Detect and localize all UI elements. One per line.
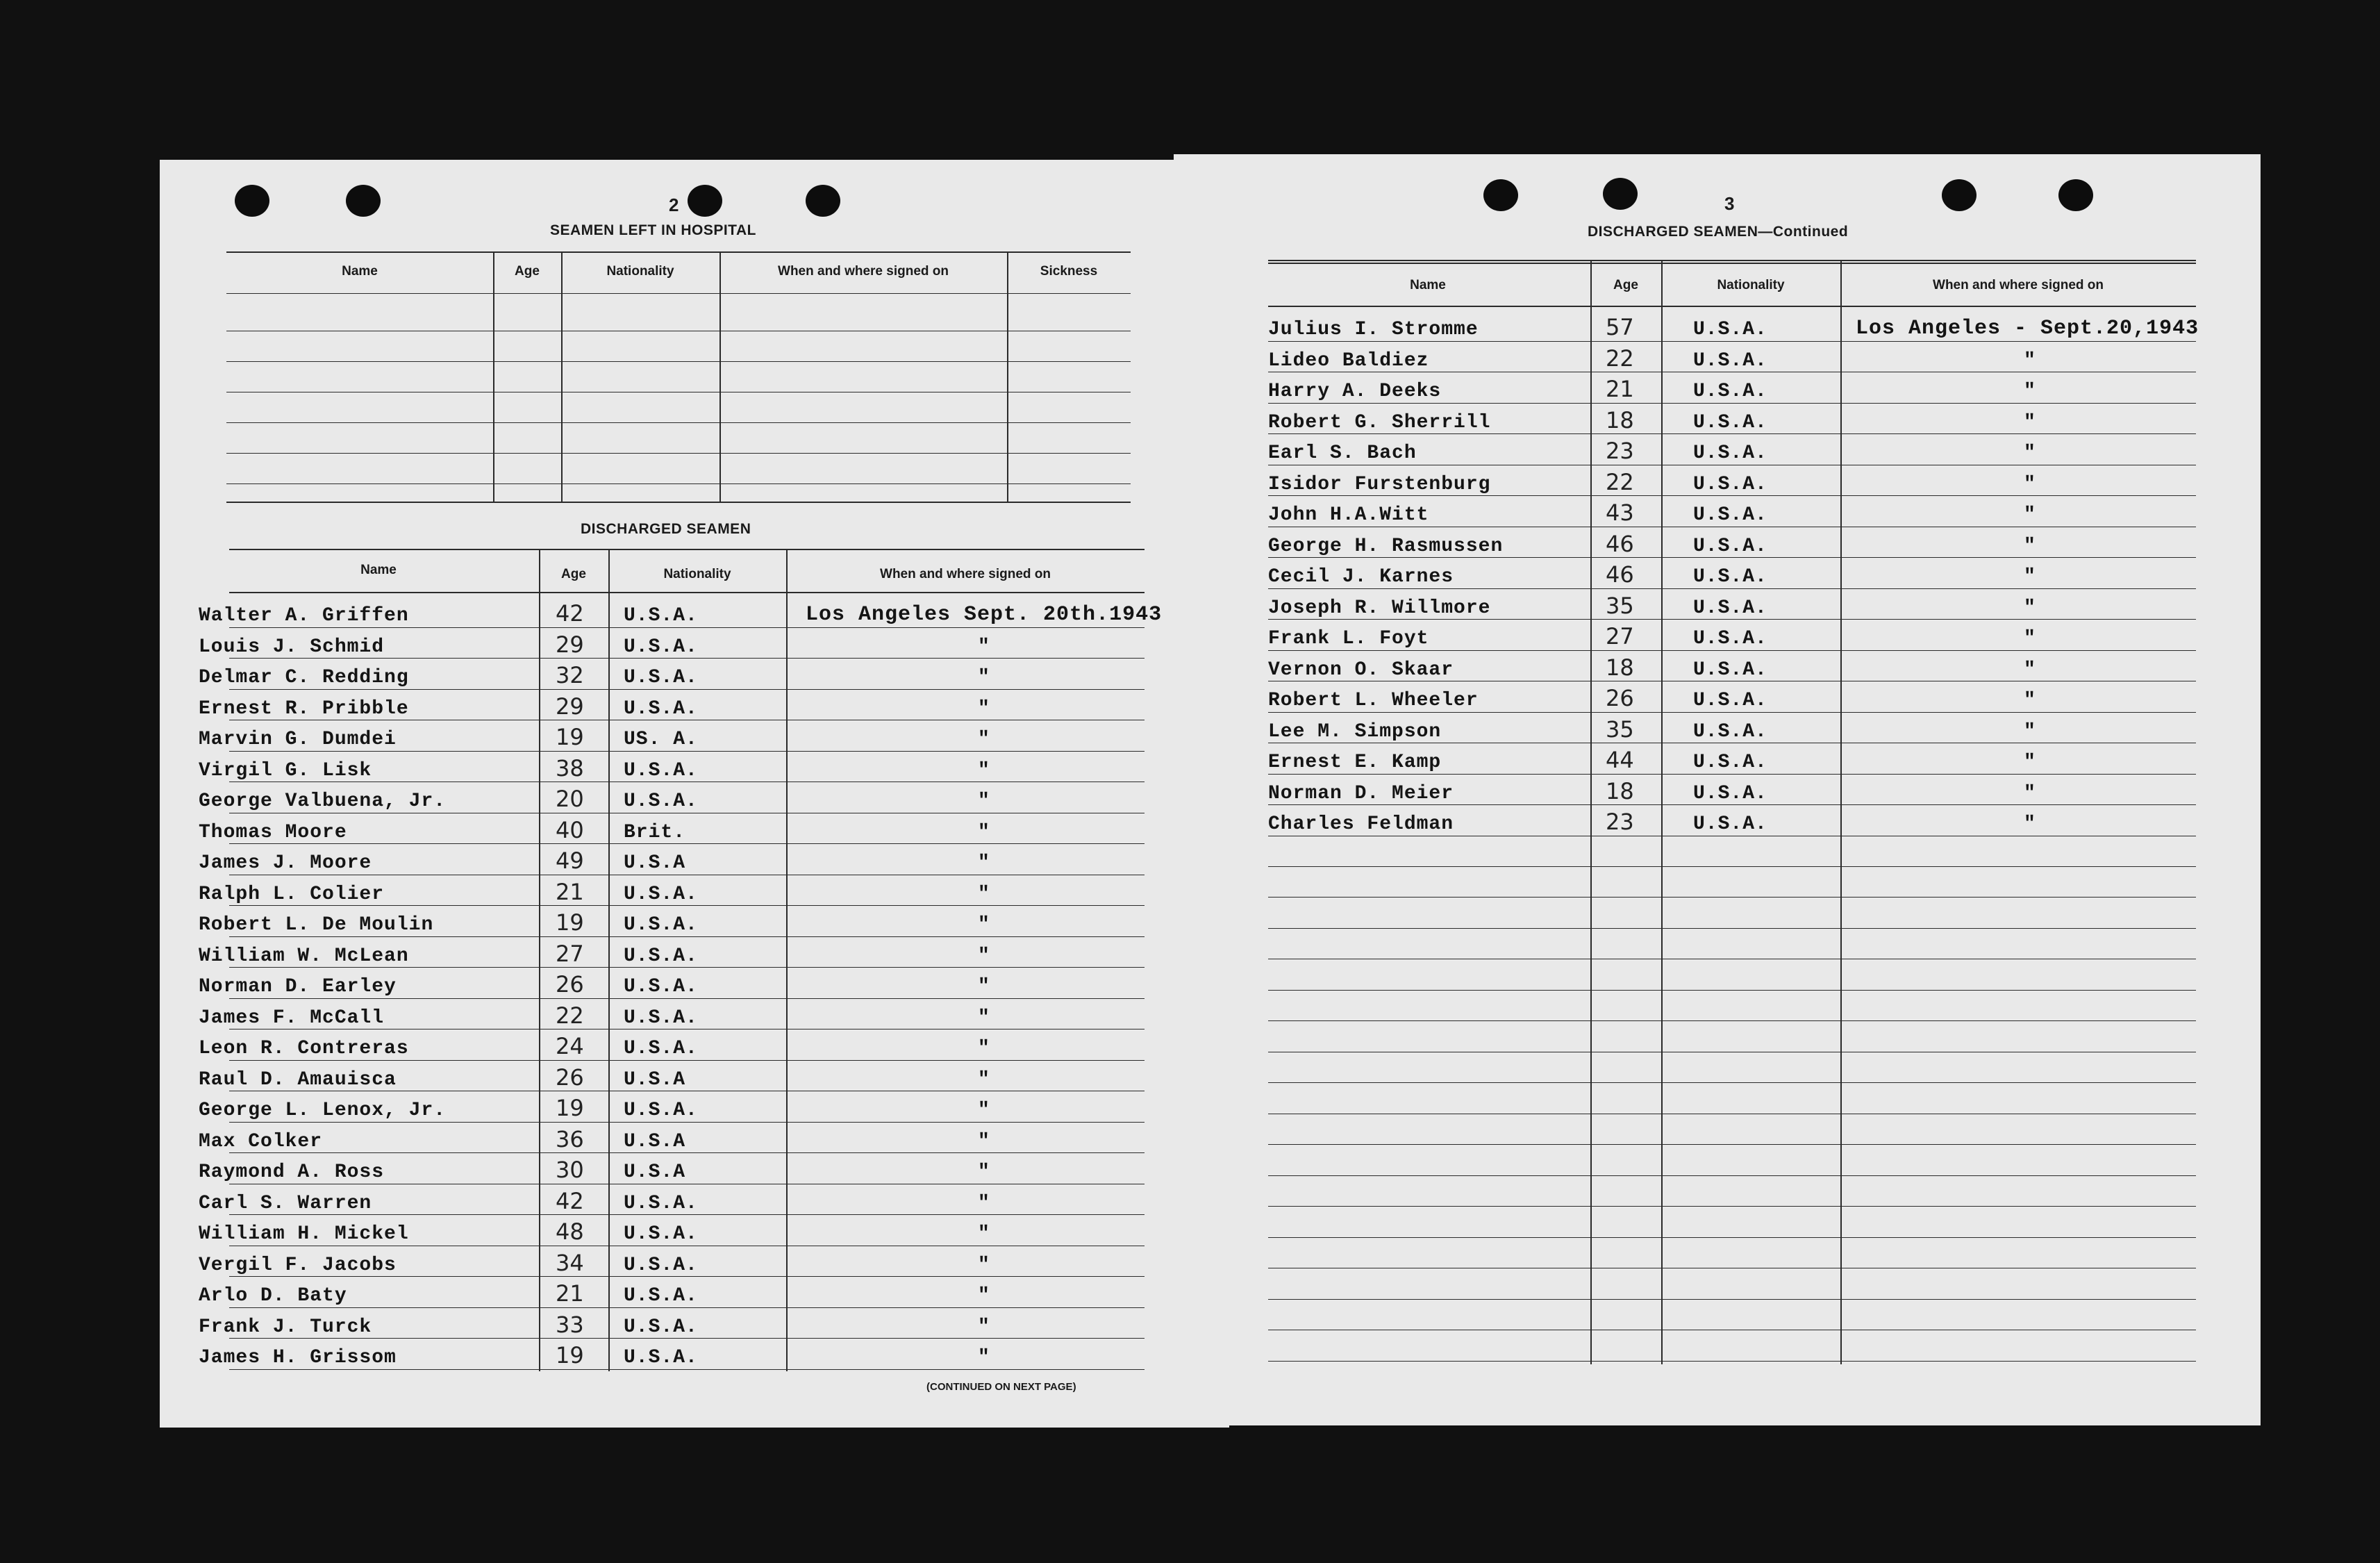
name-cell: George L. Lenox, Jr. — [199, 1100, 447, 1121]
table-row — [199, 907, 1145, 937]
hospital-heading: SEAMEN LEFT IN HOSPITAL — [550, 222, 756, 238]
nationality-cell: U.S.A. — [1693, 690, 1767, 711]
page-number: 3 — [1724, 193, 1735, 214]
age-cell: 49 — [556, 847, 584, 874]
when-signed-cell: " — [978, 1100, 990, 1121]
nationality-cell: U.S.A. — [624, 976, 698, 998]
when-signed-cell: " — [978, 791, 990, 812]
when-signed-cell: " — [978, 1038, 990, 1059]
age-cell: 35 — [1606, 716, 1634, 743]
when-signed-cell: " — [978, 697, 990, 720]
nationality-cell: U.S.A — [624, 852, 686, 874]
when-signed-cell: " — [978, 667, 990, 688]
name-cell: Harry A. Deeks — [1268, 381, 1442, 402]
table-row — [1268, 497, 2196, 527]
nationality-cell: U.S.A. — [624, 1347, 698, 1368]
name-cell: Robert L. Wheeler — [1268, 690, 1479, 711]
name-cell: Leon R. Contreras — [199, 1038, 409, 1059]
when-signed-cell: " — [2024, 411, 2036, 433]
table-row — [199, 845, 1145, 875]
table-row — [1268, 713, 2196, 744]
table-row — [1268, 775, 2196, 806]
nationality-cell: U.S.A. — [1693, 782, 1767, 804]
nationality-cell: U.S.A. — [624, 791, 698, 812]
age-cell: 48 — [556, 1218, 584, 1245]
when-signed-cell: " — [978, 759, 990, 782]
age-cell: 18 — [1606, 777, 1634, 804]
name-cell: William W. McLean — [199, 945, 409, 967]
nationality-cell: US. A. — [624, 729, 698, 750]
name-cell: Vergil F. Jacobs — [199, 1254, 397, 1276]
name-cell: George Valbuena, Jr. — [199, 791, 447, 812]
table-row — [199, 1339, 1145, 1370]
punch-hole — [688, 185, 722, 217]
age-cell: 22 — [556, 1002, 584, 1029]
punch-hole — [235, 185, 269, 217]
name-cell: Delmar C. Redding — [199, 667, 409, 688]
when-signed-cell: " — [2024, 628, 2036, 650]
table-row — [199, 1030, 1145, 1061]
nationality-cell: U.S.A. — [1693, 504, 1767, 526]
age-cell: 42 — [556, 1187, 584, 1214]
when-signed-cell: " — [978, 1161, 990, 1183]
discharged-table — [199, 549, 1163, 1371]
nationality-cell: Brit. — [624, 821, 686, 843]
age-cell: 19 — [556, 1095, 584, 1121]
name-cell: Ernest E. Kamp — [1268, 752, 1442, 773]
name-cell: Virgil G. Lisk — [199, 759, 372, 782]
continued-footer: (CONTINUED ON NEXT PAGE) — [926, 1381, 1076, 1393]
age-cell: 38 — [556, 754, 584, 782]
col-header-nationality: Nationality — [1717, 278, 1785, 292]
table-row — [199, 968, 1145, 999]
nationality-cell: U.S.A. — [624, 1100, 698, 1121]
when-signed-cell: " — [978, 852, 990, 874]
nationality-cell: U.S.A. — [1693, 319, 1767, 340]
name-cell: Robert L. De Moulin — [199, 914, 434, 936]
when-signed-cell: " — [2024, 720, 2036, 743]
punch-hole — [2058, 179, 2093, 211]
name-cell: Ralph L. Colier — [199, 883, 385, 905]
nationality-cell: U.S.A. — [624, 636, 698, 658]
nationality-cell: U.S.A. — [1693, 659, 1767, 681]
age-cell: 34 — [556, 1249, 584, 1276]
punch-hole — [1942, 179, 1977, 211]
age-cell: 35 — [1606, 592, 1634, 619]
discharged-heading: DISCHARGED SEAMEN — [581, 521, 751, 537]
when-signed-cell: " — [978, 1223, 990, 1245]
when-signed-cell: " — [978, 945, 990, 967]
name-cell: James J. Moore — [199, 852, 372, 874]
age-cell: 27 — [556, 940, 584, 967]
name-cell: Cecil J. Karnes — [1268, 566, 1454, 588]
nationality-cell: U.S.A. — [1693, 411, 1767, 433]
col-header-when: When and where signed on — [778, 264, 949, 279]
when-signed-cell: " — [978, 1192, 990, 1214]
table-row — [199, 597, 1163, 628]
nationality-cell: U.S.A. — [624, 1007, 698, 1029]
when-signed-cell: " — [978, 1347, 990, 1368]
when-signed-cell: " — [2024, 443, 2036, 464]
name-cell: Frank J. Turck — [199, 1316, 372, 1338]
age-cell: 21 — [1606, 376, 1634, 402]
when-signed-cell: " — [978, 1254, 990, 1276]
col-header-name: Name — [1410, 278, 1446, 292]
col-header-nationality: Nationality — [606, 264, 674, 279]
name-cell: Norman D. Earley — [199, 976, 397, 998]
table-row — [1268, 404, 2196, 435]
name-cell: Vernon O. Skaar — [1268, 659, 1454, 681]
nationality-cell: U.S.A. — [624, 1038, 698, 1059]
when-signed-cell: Los Angeles - Sept.20,1943 — [1856, 317, 2199, 340]
nationality-cell: U.S.A. — [1693, 628, 1767, 650]
name-cell: James H. Grissom — [199, 1347, 397, 1368]
age-cell: 18 — [1606, 654, 1634, 681]
nationality-cell: U.S.A. — [1693, 813, 1767, 835]
table-row — [199, 783, 1145, 813]
table-row — [1268, 806, 2196, 836]
name-cell: Arlo D. Baty — [199, 1285, 347, 1307]
table-row — [199, 1000, 1145, 1030]
age-cell: 26 — [556, 1064, 584, 1091]
age-cell: 27 — [1606, 623, 1634, 650]
nationality-cell: U.S.A. — [624, 1223, 698, 1245]
table-row — [1268, 620, 2196, 651]
punch-hole — [1483, 179, 1518, 211]
name-cell: Lee M. Simpson — [1268, 720, 1442, 743]
when-signed-cell: " — [2024, 566, 2036, 588]
name-cell: Carl S. Warren — [199, 1192, 372, 1214]
table-row — [1268, 559, 2196, 589]
nationality-cell: U.S.A. — [1693, 535, 1767, 557]
nationality-cell: U.S.A. — [624, 1192, 698, 1214]
name-cell: Robert G. Sherrill — [1268, 411, 1491, 433]
name-cell: Louis J. Schmid — [199, 636, 385, 658]
nationality-cell: U.S.A. — [624, 945, 698, 967]
age-cell: 36 — [556, 1125, 584, 1152]
when-signed-cell: " — [978, 1130, 990, 1152]
nationality-cell: U.S.A. — [624, 697, 698, 720]
table-row — [199, 1247, 1145, 1277]
when-signed-cell: " — [2024, 535, 2036, 557]
age-cell: 21 — [556, 1280, 584, 1307]
punch-hole — [346, 185, 381, 217]
when-signed-cell: " — [978, 976, 990, 998]
table-row — [1268, 311, 2199, 342]
when-signed-cell: " — [978, 1007, 990, 1029]
name-cell: George H. Rasmussen — [1268, 535, 1504, 557]
col-header-age: Age — [1613, 278, 1638, 292]
when-signed-cell: " — [2024, 473, 2036, 495]
when-signed-cell: " — [2024, 659, 2036, 681]
hospital-table — [226, 251, 1131, 503]
age-cell: 32 — [556, 662, 584, 688]
age-cell: 22 — [1606, 468, 1634, 495]
page-number: 2 — [669, 195, 679, 215]
age-cell: 26 — [556, 971, 584, 998]
table-row — [199, 1123, 1145, 1154]
name-cell: Ernest R. Pribble — [199, 697, 409, 720]
col-header-age: Age — [515, 264, 540, 279]
age-cell: 24 — [556, 1033, 584, 1059]
age-cell: 22 — [1606, 345, 1634, 372]
when-signed-cell: " — [978, 883, 990, 905]
when-signed-cell: " — [2024, 597, 2036, 619]
discharged-table-continued — [1268, 260, 2199, 1364]
when-signed-cell: " — [978, 1285, 990, 1307]
when-signed-cell: " — [978, 1316, 990, 1338]
col-header-when: When and where signed on — [1933, 278, 2104, 292]
nationality-cell: U.S.A. — [1693, 349, 1767, 372]
col-header-sickness: Sickness — [1040, 264, 1098, 279]
nationality-cell: U.S.A. — [624, 1254, 698, 1276]
table-row — [1268, 744, 2196, 775]
age-cell: 19 — [556, 1342, 584, 1368]
table-row — [199, 752, 1145, 783]
when-signed-cell: " — [2024, 813, 2036, 835]
nationality-cell: U.S.A — [624, 1068, 686, 1091]
age-cell: 23 — [1606, 438, 1634, 464]
table-row — [1268, 466, 2196, 497]
name-cell: John H.A.Witt — [1268, 504, 1429, 526]
table-row — [199, 690, 1145, 721]
when-signed-cell: Los Angeles Sept. 20th.1943 — [806, 603, 1163, 627]
name-cell: Marvin G. Dumdei — [199, 729, 397, 750]
table-row — [1268, 590, 2196, 620]
when-signed-cell: " — [2024, 349, 2036, 372]
age-cell: 19 — [556, 724, 584, 750]
nationality-cell: U.S.A. — [624, 914, 698, 936]
nationality-cell: U.S.A. — [1693, 473, 1767, 495]
nationality-cell: U.S.A. — [1693, 752, 1767, 773]
table-row — [199, 1092, 1145, 1123]
age-cell: 29 — [556, 631, 584, 658]
col-header-when: When and where signed on — [880, 567, 1051, 581]
table-row — [199, 1185, 1145, 1216]
when-signed-cell: " — [978, 636, 990, 658]
nationality-cell: U.S.A. — [1693, 597, 1767, 619]
age-cell: 20 — [556, 786, 584, 812]
name-cell: William H. Mickel — [199, 1223, 409, 1245]
table-row — [199, 1216, 1145, 1246]
table-row — [199, 659, 1145, 690]
nationality-cell: U.S.A. — [624, 667, 698, 688]
nationality-cell: U.S.A. — [1693, 381, 1767, 402]
col-header-age: Age — [561, 567, 586, 581]
table-row — [1268, 528, 2196, 559]
age-cell: 23 — [1606, 809, 1634, 835]
when-signed-cell: " — [978, 1068, 990, 1091]
table-row — [199, 629, 1145, 659]
age-cell: 46 — [1606, 530, 1634, 557]
name-cell: Max Colker — [199, 1130, 323, 1152]
when-signed-cell: " — [2024, 504, 2036, 526]
when-signed-cell: " — [2024, 381, 2036, 402]
name-cell: Frank L. Foyt — [1268, 628, 1429, 650]
when-signed-cell: " — [978, 821, 990, 843]
discharged-continued-heading: DISCHARGED SEAMEN—Continued — [1588, 224, 1849, 240]
nationality-cell: U.S.A. — [1693, 566, 1767, 588]
table-row — [1268, 435, 2196, 465]
name-cell: Norman D. Meier — [1268, 782, 1454, 804]
table-row — [1268, 342, 2196, 373]
age-cell: 40 — [556, 816, 584, 843]
nationality-cell: U.S.A. — [1693, 720, 1767, 743]
nationality-cell: U.S.A. — [624, 883, 698, 905]
table-row — [1268, 373, 2196, 404]
age-cell: 44 — [1606, 747, 1634, 773]
name-cell: Charles Feldman — [1268, 813, 1454, 835]
when-signed-cell: " — [2024, 782, 2036, 804]
name-cell: Julius I. Stromme — [1268, 319, 1479, 340]
table-row — [199, 876, 1145, 907]
table-row — [199, 1154, 1145, 1184]
nationality-cell: U.S.A. — [624, 605, 698, 627]
age-cell: 42 — [556, 600, 584, 627]
table-row — [1268, 652, 2196, 682]
punch-hole — [806, 185, 840, 217]
name-cell: Lideo Baldiez — [1268, 349, 1429, 372]
nationality-cell: U.S.A. — [1693, 443, 1767, 464]
table-row — [199, 1309, 1145, 1339]
name-cell: Walter A. Griffen — [199, 605, 409, 627]
name-cell: Raymond A. Ross — [199, 1161, 385, 1183]
col-header-nationality: Nationality — [663, 567, 731, 581]
nationality-cell: U.S.A. — [624, 1316, 698, 1338]
when-signed-cell: " — [978, 914, 990, 936]
name-cell: Thomas Moore — [199, 821, 347, 843]
name-cell: Joseph R. Willmore — [1268, 597, 1491, 619]
name-cell: Raul D. Amauisca — [199, 1068, 397, 1091]
name-cell: Earl S. Bach — [1268, 443, 1417, 464]
age-cell: 21 — [556, 878, 584, 905]
table-row — [199, 721, 1145, 752]
table-row — [199, 814, 1145, 845]
table-row — [199, 938, 1145, 968]
age-cell: 46 — [1606, 561, 1634, 588]
nationality-cell: U.S.A — [624, 1161, 686, 1183]
age-cell: 18 — [1606, 406, 1634, 433]
nationality-cell: U.S.A. — [624, 1285, 698, 1307]
age-cell: 29 — [556, 693, 584, 720]
punch-hole — [1603, 178, 1638, 210]
age-cell: 19 — [556, 909, 584, 936]
nationality-cell: U.S.A. — [624, 759, 698, 782]
table-row — [199, 1061, 1145, 1092]
table-row — [1268, 682, 2196, 713]
age-cell: 57 — [1606, 314, 1634, 340]
name-cell: Isidor Furstenburg — [1268, 473, 1491, 495]
age-cell: 33 — [556, 1311, 584, 1338]
when-signed-cell: " — [978, 729, 990, 750]
table-row — [199, 1277, 1145, 1308]
when-signed-cell: " — [2024, 752, 2036, 773]
col-header-name: Name — [342, 264, 378, 279]
when-signed-cell: " — [2024, 690, 2036, 711]
age-cell: 26 — [1606, 685, 1634, 711]
name-cell: James F. McCall — [199, 1007, 385, 1029]
nationality-cell: U.S.A — [624, 1130, 686, 1152]
col-header-name: Name — [360, 563, 397, 577]
age-cell: 43 — [1606, 499, 1634, 526]
age-cell: 30 — [556, 1157, 584, 1183]
